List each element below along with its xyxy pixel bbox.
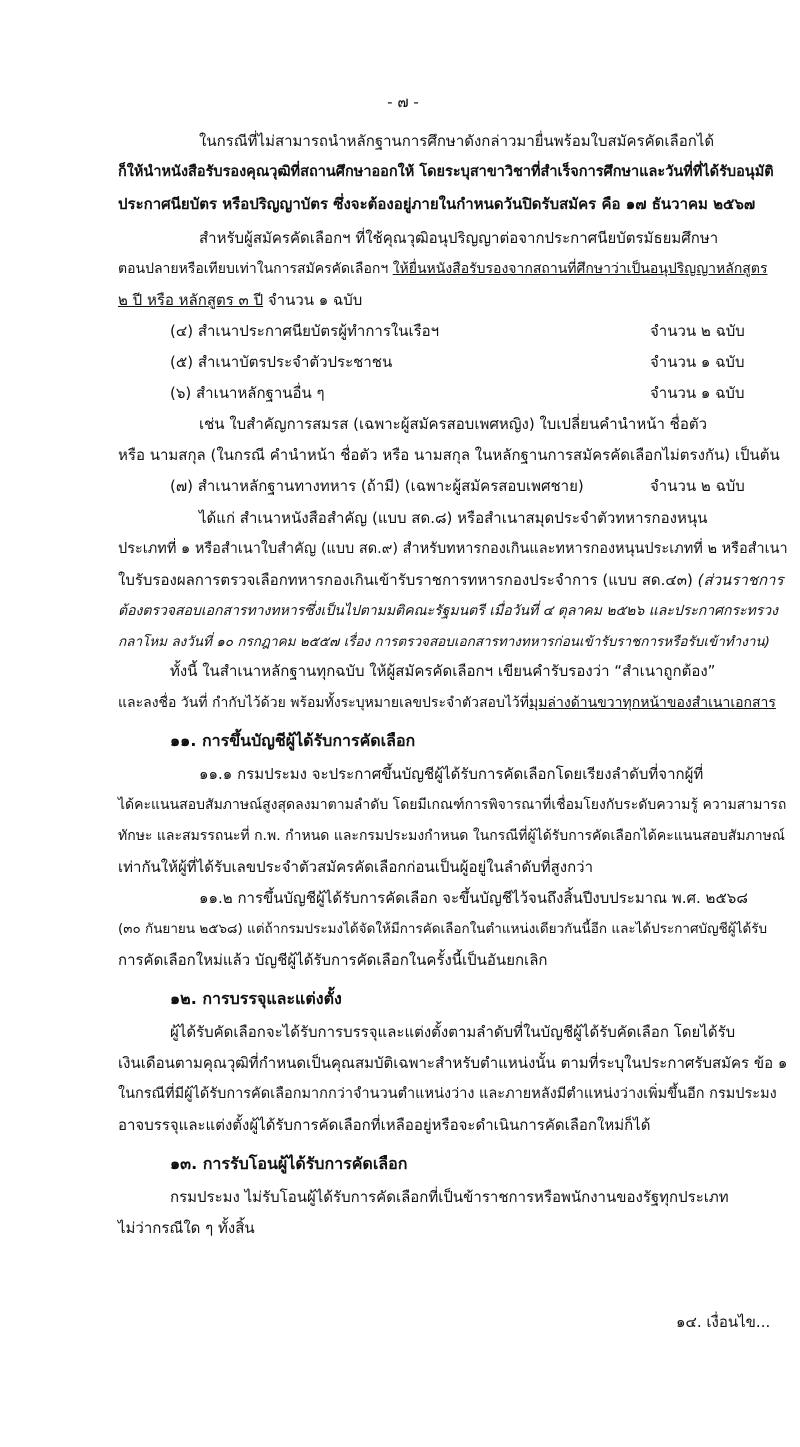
s11-p2-line-3: การคัดเลือกใหม่แล้ว บัญชีผู้ได้รับการคัดเลือกในครั้งนี้เป็นอันยกเลิก	[118, 951, 548, 969]
edu-line-5	[118, 259, 767, 279]
s13-line-1: กรมประมง ไม่รับโอนผู้ได้รับการคัดเลือกที่เป็นข้าราชการหรือพนักงานของรัฐทุกประเภท	[170, 1188, 729, 1206]
military-line-1: ได้แก่ สำเนาหนังสือสำคัญ (แบบ สด.๘) หรือสำเนาสมุดประจำตัวทหารกองหนุน	[199, 509, 708, 527]
edu-line-1: ในกรณีที่ไม่สามารถนำหลักฐานการศึกษาดังกล่าวมายื่นพร้อมใบสมัครคัดเลือกได้	[199, 132, 715, 150]
doc-item-7-qty: จำนวน ๒ ฉบับ	[650, 477, 745, 495]
edu-line-6-text: จำนวน ๑ ฉบับ	[263, 291, 363, 309]
section-12-heading: ๑๒. การบรรจุและแต่งตั้ง	[170, 989, 342, 1008]
doc-item-4-label: (๔) สำเนาประกาศนียบัตรผู้ทำการในเรือฯ	[170, 322, 440, 340]
doc-item-4-qty: จำนวน ๒ ฉบับ	[650, 322, 745, 340]
other-line-1: เช่น ใบสำคัญการสมรส (เฉพาะผู้สมัครสอบเพศหญิง) ใบเปลี่ยนคำนำหน้า ชื่อตัว	[199, 415, 708, 433]
continuation-text: ๑๔. เงื่อนไข...	[676, 1313, 771, 1331]
doc-item-6-label: (๖) สำเนาหลักฐานอื่น ๆ	[170, 384, 325, 402]
military-line-3-text: ใบรับรองผลการตรวจเลือกทหารกองเกินเข้ารับราชการทหารกองประจำการ (แบบ สด.๔๓)	[118, 571, 698, 589]
military-line-5: กลาโหม ลงวันที่ ๑๐ กรกฎาคม ๒๕๕๗ เรื่อง การตรวจสอบเอกสารทางทหารก่อนเข้ารับราชการหรือรับเข้าทำงาน)	[118, 634, 770, 650]
s11-p1-line-3: ทักษะ และสมรรถนะที่ ก.พ. กำหนด และกรมประมงกำหนด ในกรณีที่ผู้ได้รับการคัดเลือกได้คะแนนสอบสัมภาษณ์	[118, 828, 785, 844]
edu-line-6	[118, 290, 362, 310]
section-13-heading: ๑๓. การรับโอนผู้ได้รับการคัดเลือก	[170, 1154, 408, 1173]
s11-p2-line-1: ๑๑.๒ การขึ้นบัญชีผู้ได้รับการคัดเลือก จะขึ้นบัญชีไว้จนถึงสิ้นปีงบประมาณ พ.ศ. ๒๕๖๘	[199, 889, 748, 907]
certify-line-2	[118, 693, 776, 713]
s11-p1-line-2: ได้คะแนนสอบสัมภาษณ์สูงสุดลงมาตามลำดับ โดยมีเกณฑ์การพิจารณาที่เชื่อมโยงกับระดับความรู้ ความสามารถ	[118, 797, 787, 813]
edu-line-6-underlined: ๒ ปี หรือ หลักสูตร ๓ ปี	[118, 291, 264, 309]
military-line-3	[118, 570, 784, 590]
edu-line-4: สำหรับผู้สมัครคัดเลือกฯ ที่ใช้คุณวุฒิอนุปริญญาต่อจากประกาศนียบัตรมัธยมศึกษา	[199, 229, 719, 247]
edu-line-2: ก็ให้นำหนังสือรับรองคุณวุฒิที่สถานศึกษาออกให้ โดยระบุสาขาวิชาที่สำเร็จการศึกษาและวันที่ที่ได้รับอนุมัติ	[118, 164, 774, 180]
edu-line-5-underlined: ให้ยื่นหนังสือรับรองจากสถานที่ศึกษาว่าเป็นอนุปริญญาหลักสูตร	[392, 261, 768, 277]
doc-item-7-label: (๗) สำเนาหลักฐานทางทหาร (ถ้ามี) (เฉพาะผู้สมัครสอบเพศชาย)	[170, 477, 584, 495]
s12-line-1: ผู้ได้รับคัดเลือกจะได้รับการบรรจุและแต่งตั้งตามลำดับที่ในบัญชีผู้ได้รับคัดเลือก โดยได้รับ	[170, 1023, 736, 1041]
doc-item-6-qty: จำนวน ๑ ฉบับ	[650, 384, 745, 402]
page-number: - ๗ -	[387, 93, 419, 111]
section-11-heading: ๑๑. การขึ้นบัญชีผู้ได้รับการคัดเลือก	[170, 731, 416, 750]
certify-line-2-underlined: มุมล่างด้านขวาทุกหน้าของสำเนาเอกสาร	[528, 695, 776, 711]
doc-item-5-qty: จำนวน ๑ ฉบับ	[650, 353, 745, 371]
s11-p1-line-4: เท่ากันให้ผู้ที่ได้รับเลขประจำตัวสมัครคัดเลือกก่อนเป็นผู้อยู่ในลำดับที่สูงกว่า	[118, 858, 594, 876]
military-line-3-italic: (ส่วนราชการ	[697, 571, 784, 589]
certify-line-1: ทั้งนี้ ในสำเนาหลักฐานทุกฉบับ ให้ผู้สมัครคัดเลือกฯ เขียนคำรับรองว่า “สำเนาถูกต้อง”	[170, 662, 716, 680]
s12-line-3: ในกรณีที่มีผู้ได้รับการคัดเลือกมากกว่าจำนวนตำแหน่งว่าง และภายหลังมีตำแหน่งว่างเพิ่มขึ้นอีก กรมประมง	[118, 1086, 777, 1102]
s11-p1-line-1: ๑๑.๑ กรมประมง จะประกาศขึ้นบัญชีผู้ได้รับการคัดเลือกโดยเรียงลำดับที่จากผู้ที่	[199, 765, 704, 783]
s13-line-2: ไม่ว่ากรณีใด ๆ ทั้งสิ้น	[118, 1219, 255, 1237]
edu-line-3: ประกาศนียบัตร หรือปริญญาบัตร ซึ่งจะต้องอยู่ภายในกำหนดวันปิดรับสมัคร คือ ๑๗ ธันวาคม ๒๕๖๗	[118, 195, 756, 213]
s11-p2-line-2: (๓๐ กันยายน ๒๕๖๘) แต่ถ้ากรมประมงได้จัดให้มีการคัดเลือกในตำแหน่งเดียวกันนี้อีก และได้ประกาศบัญชีผู้ได้รับ	[118, 921, 768, 937]
other-line-2: หรือ นามสกุล (ในกรณี คำนำหน้า ชื่อตัว หรือ นามสกุล ในหลักฐานการสมัครคัดเลือกไม่ตรงกัน) เป็นต้น	[118, 446, 780, 464]
s12-line-2: เงินเดือนตามคุณวุฒิที่กำหนดเป็นคุณสมบัติเฉพาะสำหรับตำแหน่งนั้น ตามที่ระบุในประกาศรับสมัคร ข้อ ๑	[118, 1054, 788, 1072]
edu-line-5-text: ตอนปลายหรือเทียบเท่าในการสมัครคัดเลือกฯ	[118, 261, 393, 277]
military-line-2: ประเภทที่ ๑ หรือสำเนาใบสำคัญ (แบบ สด.๙) สำหรับทหารกองเกินและทหารกองหนุนประเภทที่ ๒ หรือสำเนา	[118, 541, 788, 557]
military-line-4: ต้องตรวจสอบเอกสารทางทหารซึ่งเป็นไปตามมติคณะรัฐมนตรี เมื่อวันที่ ๔ ตุลาคม ๒๕๒๖ และประกาศกระทรวง	[118, 603, 778, 619]
s12-line-4: อาจบรรจุและแต่งตั้งผู้ได้รับการคัดเลือกที่เหลืออยู่หรือจะดำเนินการคัดเลือกใหม่ก็ได้	[118, 1116, 651, 1134]
certify-line-2-text: และลงชื่อ วันที่ กำกับไว้ด้วย พร้อมทั้งระบุหมายเลขประจำตัวสอบไว้ที่	[118, 695, 529, 711]
doc-item-5-label: (๕) สำเนาบัตรประจำตัวประชาชน	[170, 353, 393, 371]
